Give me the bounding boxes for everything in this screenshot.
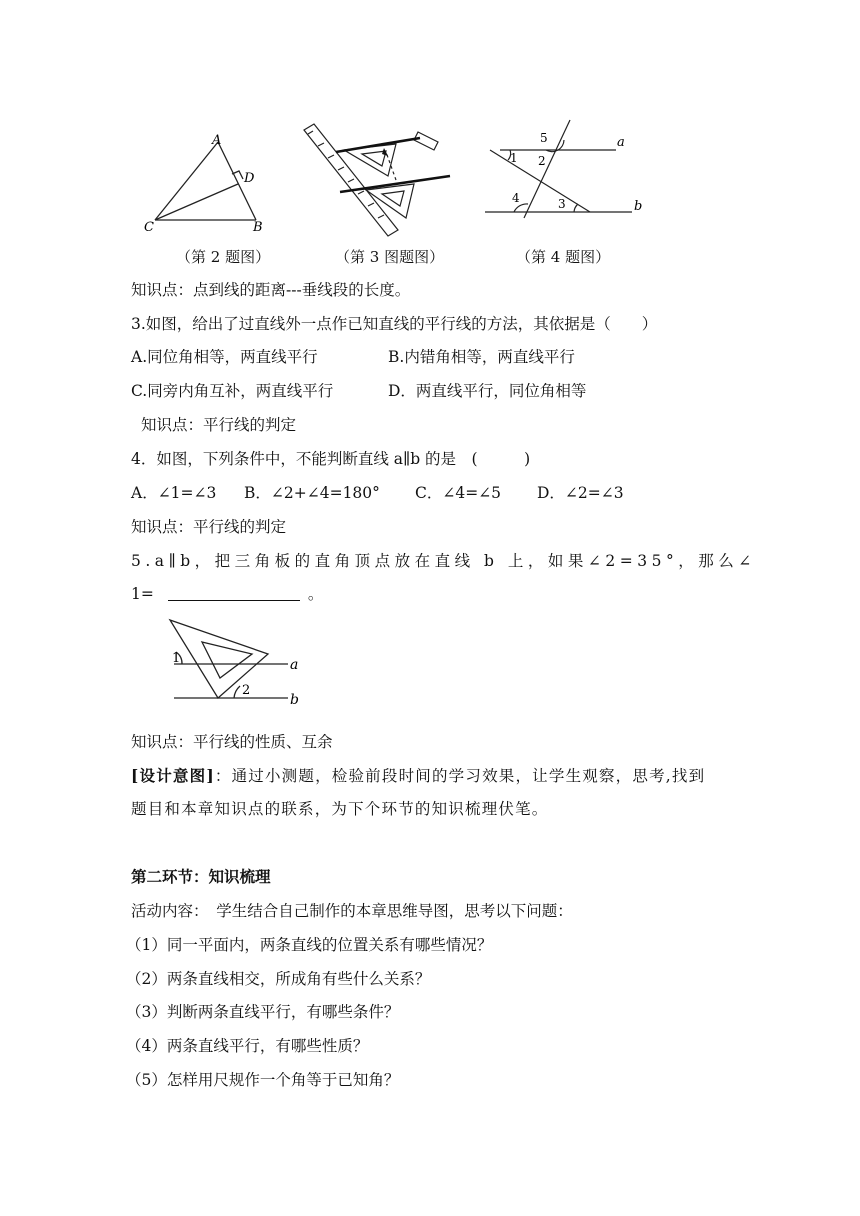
figure-4-parallel-lines bbox=[480, 118, 650, 220]
q3-option-c: C.同旁内角互补，两直线平行 bbox=[131, 382, 334, 400]
design-intent-label: [设计意图] bbox=[131, 766, 215, 785]
q4-option-a: A．∠1=∠3 bbox=[131, 484, 217, 502]
fig2-label-a: A bbox=[212, 133, 222, 148]
design-intent-text-1: ：通过小测题，检验前段时间的学习效果，让学生观察，思考,找到 bbox=[214, 767, 706, 785]
question-item-4: （4）两条直线平行，有哪些性质？ bbox=[126, 1037, 369, 1055]
knowledge-point-5: 知识点：平行线的性质、互余 bbox=[131, 733, 333, 751]
q3-option-a: A.同位角相等，两直线平行 bbox=[131, 348, 318, 366]
q5-prefix: 1= bbox=[131, 585, 154, 603]
knowledge-point-3: 知识点：平行线的判定 bbox=[141, 416, 297, 434]
question-5-line-1: 5.a∥b，把三角板的直角顶点放在直线 b 上，如果∠2=35°，那么∠ bbox=[131, 552, 756, 570]
fig4-angle-4: 4 bbox=[512, 191, 520, 205]
fig2-label-b: B bbox=[253, 220, 263, 235]
fig5-angle-1: 1 bbox=[172, 651, 181, 666]
fig5-angle-2: 2 bbox=[242, 683, 251, 698]
figure-5-setsquare bbox=[160, 612, 315, 708]
q3-option-b: B.内错角相等，两直线平行 bbox=[388, 348, 575, 366]
q4-option-c: C．∠4=∠5 bbox=[415, 484, 502, 502]
fig4-angle-3: 3 bbox=[558, 197, 566, 211]
fig5-label-b: b bbox=[290, 692, 299, 708]
fig4-label-b: b bbox=[634, 199, 643, 214]
question-5-line-2 bbox=[131, 583, 323, 605]
knowledge-point-2: 知识点：点到线的距离---垂线段的长度。 bbox=[131, 281, 411, 299]
q4-option-d: D．∠2=∠3 bbox=[537, 484, 624, 502]
q5-answer-blank[interactable] bbox=[168, 586, 300, 601]
figure-2-triangle bbox=[140, 130, 270, 235]
question-item-2: （2）两条直线相交，所成角有些什么关系？ bbox=[126, 970, 431, 988]
q4-option-b: B．∠2+∠4=180° bbox=[244, 484, 380, 502]
fig2-label-d: D bbox=[244, 171, 255, 186]
figure-2-caption: （第 2 题图） bbox=[176, 248, 271, 266]
question-item-1: （1）同一平面内，两条直线的位置关系有哪些情况？ bbox=[126, 936, 493, 954]
section-2-title: 第二环节：知识梳理 bbox=[131, 867, 271, 886]
question-item-3: （3）判断两条直线平行，有哪些条件？ bbox=[126, 1003, 400, 1021]
activity-content: 活动内容： 学生结合自己制作的本章思维导图，思考以下问题： bbox=[131, 902, 573, 920]
fig4-label-a: a bbox=[617, 135, 625, 150]
question-item-5: （5）怎样用尺规作一个角等于已知角？ bbox=[126, 1071, 400, 1089]
figure-3-caption: （第 3 图题图） bbox=[335, 248, 445, 266]
figure-3-ruler-setsquare bbox=[300, 120, 460, 240]
q3-option-d: D．两直线平行，同位角相等 bbox=[388, 382, 587, 400]
fig5-label-a: a bbox=[290, 657, 299, 673]
figure-4-caption: （第 4 题图） bbox=[516, 248, 611, 266]
fig2-label-c: C bbox=[144, 220, 154, 235]
question-3: 3.如图，给出了过直线外一点作已知直线的平行线的方法，其依据是（ ） bbox=[131, 315, 658, 333]
design-intent-line-1 bbox=[131, 765, 705, 787]
fig4-angle-2: 2 bbox=[538, 154, 546, 168]
q5-suffix: 。 bbox=[307, 585, 324, 603]
fig4-angle-1: 1 bbox=[510, 151, 518, 165]
knowledge-point-4: 知识点：平行线的判定 bbox=[131, 518, 287, 536]
question-4: 4．如图，下列条件中，不能判断直线 a∥b 的是 ( ) bbox=[131, 450, 531, 468]
fig4-angle-5: 5 bbox=[540, 131, 548, 145]
design-intent-line-2: 题目和本章知识点的联系，为下个环节的知识梳理伏笔。 bbox=[131, 800, 549, 818]
